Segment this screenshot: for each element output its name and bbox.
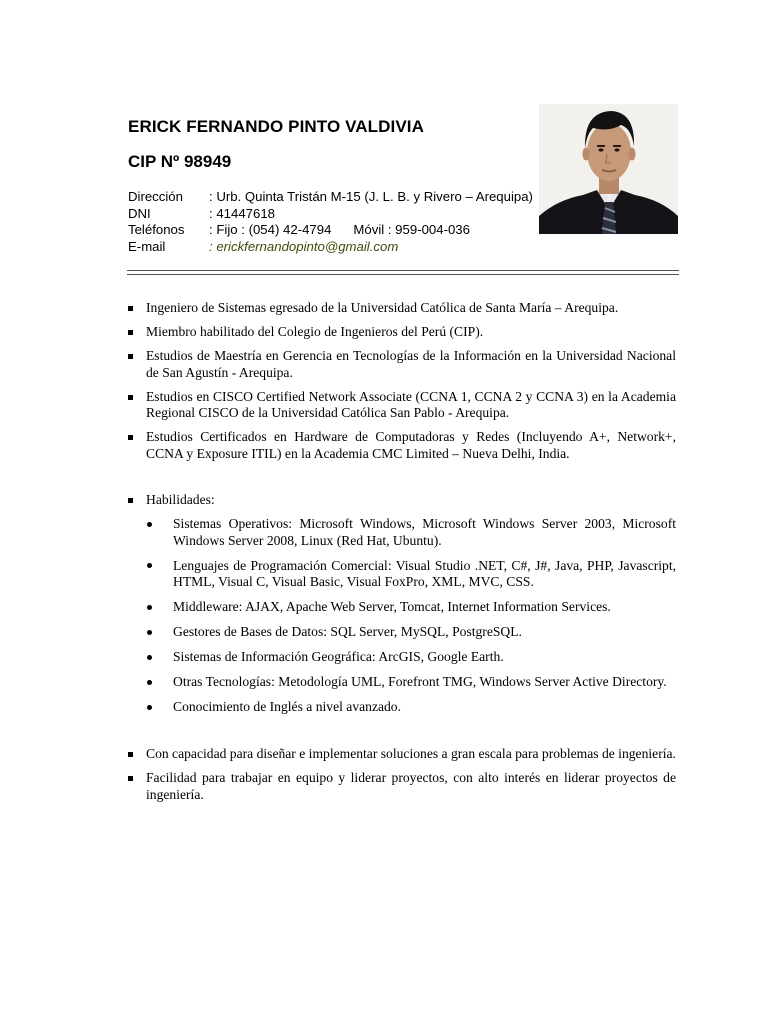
education-item xyxy=(128,348,676,381)
skill-text: Sistemas de Información Geográfica: ArcGIS, Google Earth. xyxy=(173,649,504,664)
email-link[interactable]: erickfernandopinto@gmail.com xyxy=(216,238,399,254)
square-bullet-icon xyxy=(128,776,133,781)
square-bullet-icon xyxy=(128,330,133,335)
education-item xyxy=(128,389,676,422)
skills-title: Habilidades: xyxy=(146,491,215,507)
extra-item xyxy=(128,770,676,803)
square-bullet-icon xyxy=(128,306,133,311)
extra-text: Facilidad para trabajar en equipo y liderar proyectos, con alto interés en liderar proyectos de ingeniería. xyxy=(146,770,676,802)
skill-text: Conocimiento de Inglés a nivel avanzado. xyxy=(173,699,402,714)
skills-section xyxy=(128,492,676,509)
education-text: Ingeniero de Sistemas egresado de la Universidad Católica de Santa María – Arequipa. xyxy=(146,300,619,315)
section-gap xyxy=(128,470,676,492)
round-bullet-icon xyxy=(147,680,152,685)
square-bullet-icon xyxy=(128,435,133,440)
phone-fixed: : Fijo : (054) 42-4794 xyxy=(209,222,332,237)
skill-text: Otras Tecnologías: Metodología UML, Forefront TMG, Windows Server Active Directory. xyxy=(173,674,667,689)
round-bullet-icon xyxy=(147,605,152,610)
cv-body xyxy=(128,300,676,811)
email-value-wrap xyxy=(209,239,548,256)
extra-text: Con capacidad para diseñar e implementar soluciones a gran escala para problemas de ingeniería. xyxy=(146,746,676,761)
profile-photo xyxy=(539,104,678,234)
header-divider-top xyxy=(127,270,679,271)
skill-text: Middleware: AJAX, Apache Web Server, Tomcat, Internet Information Services. xyxy=(173,599,611,614)
education-item xyxy=(128,300,676,317)
address-row xyxy=(128,189,548,206)
skill-text: Sistemas Operativos: Microsoft Windows, Microsoft Windows Server 2003, Microsoft Windows Server 2008, Linux (Red Hat, Ubuntu). xyxy=(173,516,676,548)
education-text: Estudios Certificados en Hardware de Computadoras y Redes (Incluyendo A+, Network+, CCNA y Exposure ITIL) en la Academia CMC Limited – Nueva Delhi, India. xyxy=(146,429,676,461)
address-value: : Urb. Quinta Tristán M-15 (J. L. B. y Rivero – Arequipa) xyxy=(209,189,533,204)
skill-item xyxy=(128,649,676,666)
education-text: Estudios de Maestría en Gerencia en Tecnologías de la Información en la Universidad Nacional de San Agustín - Arequipa. xyxy=(146,348,676,380)
skill-item xyxy=(128,516,676,549)
skill-item xyxy=(128,624,676,641)
education-text: Estudios en CISCO Certified Network Associate (CCNA 1, CCNA 2 y CCNA 3) en la Academia Regional CISCO de la Universidad Católica San Pablo - Arequipa. xyxy=(146,388,676,420)
skill-text: Gestores de Bases de Datos: SQL Server, MySQL, PostgreSQL. xyxy=(173,624,522,639)
square-bullet-icon xyxy=(128,752,133,757)
dni-value: : 41447618 xyxy=(209,205,276,221)
cip-number: CIP Nº 98949 xyxy=(128,152,232,171)
round-bullet-icon xyxy=(147,655,152,660)
square-bullet-icon xyxy=(128,498,133,503)
round-bullet-icon xyxy=(147,522,152,527)
address-label: Dirección xyxy=(128,189,183,204)
phone-value xyxy=(209,222,548,239)
candidate-name: ERICK FERNANDO PINTO VALDIVIA xyxy=(128,117,425,136)
email-separator: : xyxy=(209,238,217,254)
education-item xyxy=(128,429,676,462)
skill-item xyxy=(128,699,676,716)
section-gap xyxy=(128,724,676,746)
education-text: Miembro habilitado del Colegio de Ingenieros del Perú (CIP). xyxy=(146,324,484,339)
email-row xyxy=(128,239,548,256)
round-bullet-icon xyxy=(147,563,152,568)
extra-item xyxy=(128,746,676,763)
round-bullet-icon xyxy=(147,705,152,710)
skill-item xyxy=(128,599,676,616)
phone-row xyxy=(128,222,548,239)
phone-label: Teléfonos xyxy=(128,222,185,237)
skill-item xyxy=(128,558,676,591)
skill-text: Lenguajes de Programación Comercial: Visual Studio .NET, C#, J#, Java, PHP, Javascript, HTML, Visual C, Visual Basic, Visual FoxPro, XML, MVC, CSS. xyxy=(173,557,676,589)
phone-mobile: Móvil : 959-004-036 xyxy=(353,222,470,237)
dni-label: DNI xyxy=(128,205,151,221)
round-bullet-icon xyxy=(147,630,152,635)
header-divider-bottom xyxy=(127,274,679,275)
dni-row xyxy=(128,206,548,223)
contact-block xyxy=(128,189,548,255)
skills-list xyxy=(128,516,676,716)
square-bullet-icon xyxy=(128,395,133,400)
square-bullet-icon xyxy=(128,354,133,359)
education-item xyxy=(128,324,676,341)
email-label: E-mail xyxy=(128,238,166,254)
skill-item xyxy=(128,674,676,691)
